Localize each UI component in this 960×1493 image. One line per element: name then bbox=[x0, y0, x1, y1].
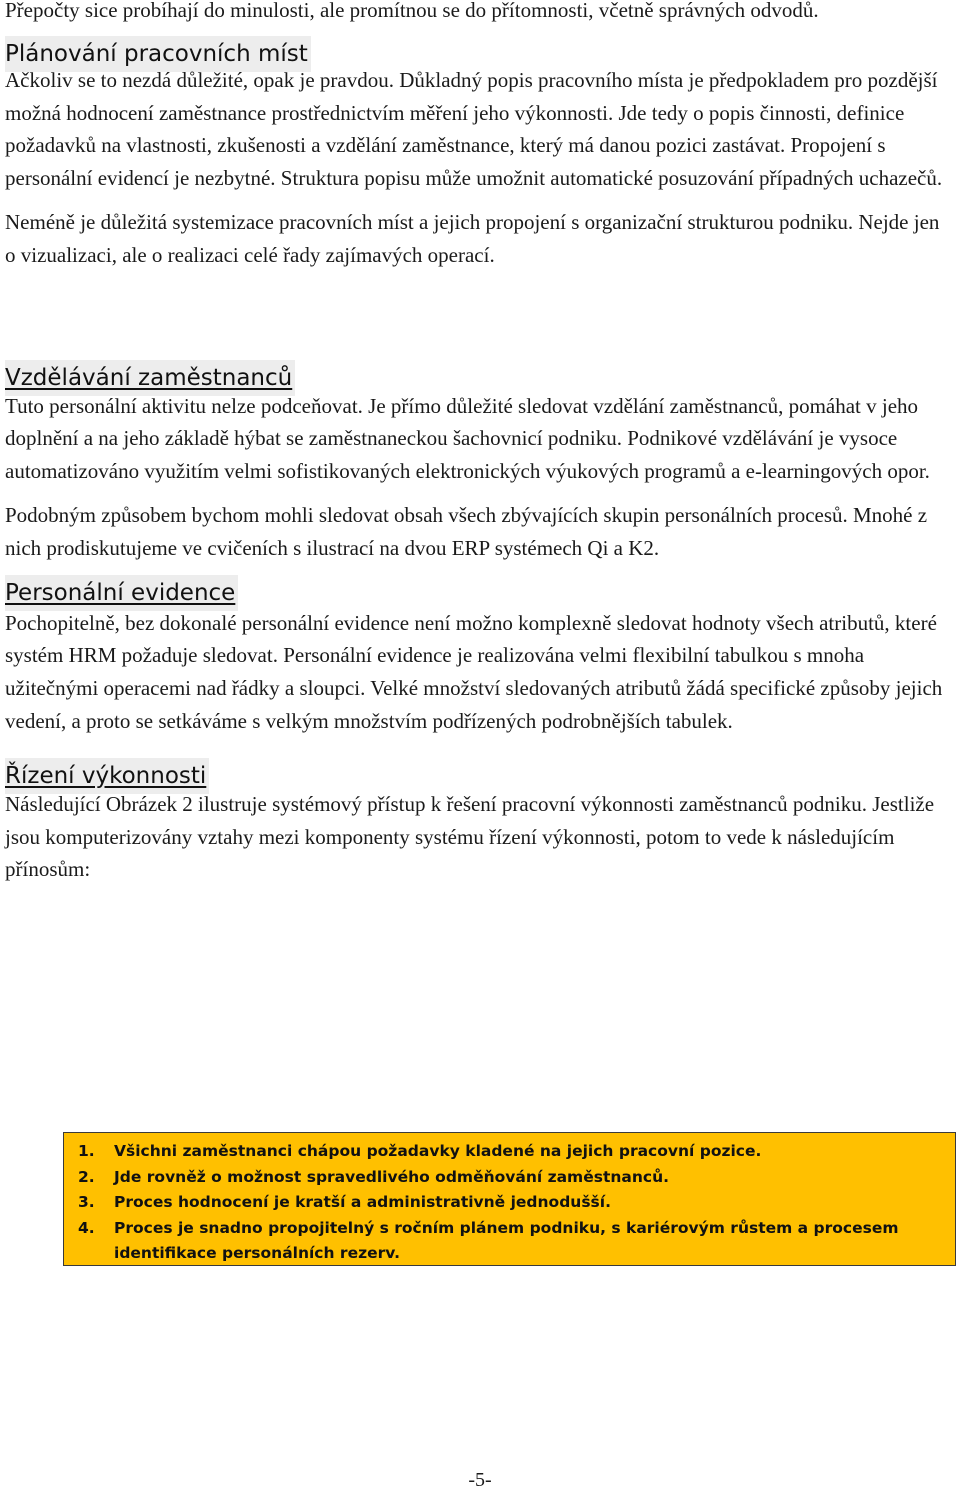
benefit-number: 1. bbox=[78, 1142, 95, 1160]
page-number: -5- bbox=[468, 1469, 492, 1491]
document-page bbox=[5, 0, 955, 886]
heading-evidence: Personální evidence bbox=[5, 575, 238, 611]
planovani-paragraph-1: Ačkoliv se to nezdá důležité, opak je pravdou. Důkladný popis pracovního místa je předpokladem pro pozdější možná hodnocení zaměstnance prostřednictvím měření jeho výkonnosti. Jde tedy o popis činnosti, definice požadavků na vlastnosti, zkušenosti a vzdělání zaměstnance, který má danou pozici zastávat. Propojení s personální evidencí je nezbytné. Struktura popisu může umožnit automatické posuzování případných uchazečů. bbox=[5, 67, 943, 191]
benefit-number: 4. bbox=[78, 1218, 95, 1237]
benefit-text: Jde rovněž o možnost spravedlivého odměňování zaměstnanců. bbox=[114, 1167, 669, 1186]
benefits-box bbox=[63, 1132, 956, 1266]
benefit-text: Proces je snadno propojitelný s ročním plánem podniku, s kariérovým růstem a procesem identifikace personálních rezerv. bbox=[114, 1218, 899, 1262]
benefit-item bbox=[78, 1165, 955, 1191]
benefit-number: 2. bbox=[78, 1167, 95, 1186]
benefit-text: Proces hodnocení je kratší a administrativně jednodušší. bbox=[114, 1193, 611, 1211]
benefit-item bbox=[78, 1216, 955, 1267]
heading-vykonnost: Řízení výkonnosti bbox=[5, 758, 209, 794]
vykonnost-paragraph: Následující Obrázek 2 ilustruje systémový přístup k řešení pracovní výkonnosti zaměstnanců podniku. Jestliže jsou komputerizovány vztahy mezi komponenty systému řízení výkonnosti, potom to vede k následujícím přínosům: bbox=[5, 791, 935, 882]
heading-planovani: Plánování pracovních míst bbox=[5, 36, 311, 72]
heading-vzdelavani: Vzdělávání zaměstnanců bbox=[5, 360, 295, 396]
evidence-paragraph: Pochopitelně, bez dokonalé personální evidence není možno komplexně sledovat hodnoty všech atributů, které systém HRM požaduje sledovat. Personální evidence je realizována velmi flexibilní tabulkou s mnoha užitečnými operacemi nad řádky a sloupci. Velké množství sledovaných atributů žádá specifické způsoby jejich vedení, a proto se setkáváme s velkým množstvím podřízených podrobnějších tabulek. bbox=[5, 610, 943, 733]
benefits-list bbox=[64, 1133, 955, 1267]
benefit-item bbox=[78, 1190, 955, 1216]
heading-wrap-evidence bbox=[5, 575, 955, 611]
benefit-text: Všichni zaměstnanci chápou požadavky kladené na jejich pracovní pozice. bbox=[114, 1142, 762, 1160]
benefit-item bbox=[78, 1139, 955, 1165]
intro-paragraph: Přepočty sice probíhají do minulosti, ale promítnou se do přítomnosti, včetně správných odvodů. bbox=[5, 0, 819, 22]
benefit-number: 3. bbox=[78, 1193, 95, 1211]
vzdelavani-paragraph-1: Tuto personální aktivitu nelze podceňovat. Je přímo důležité sledovat vzdělání zaměstnanců, pomáhat v jeho doplnění a na jeho základě hýbat se zaměstnaneckou šachovnicí podniku. Podnikové vzdělávání je vysoce automatizováno využitím velmi sofistikovaných elektronických výukových programů a e-learningových opor. bbox=[5, 393, 930, 484]
planovani-paragraph-2: Neméně je důležitá systemizace pracovních míst a jejich propojení s organizační strukturou podniku. Nejde jen o vizualizaci, ale o realizaci celé řady zajímavých operací. bbox=[5, 209, 940, 267]
vzdelavani-paragraph-2: Podobným způsobem bychom mohli sledovat obsah všech zbývajících skupin personálních procesů. Mnohé z nich prodiskutujeme ve cvičeních s ilustrací na dvou ERP systémech Qi a K2. bbox=[5, 502, 928, 560]
